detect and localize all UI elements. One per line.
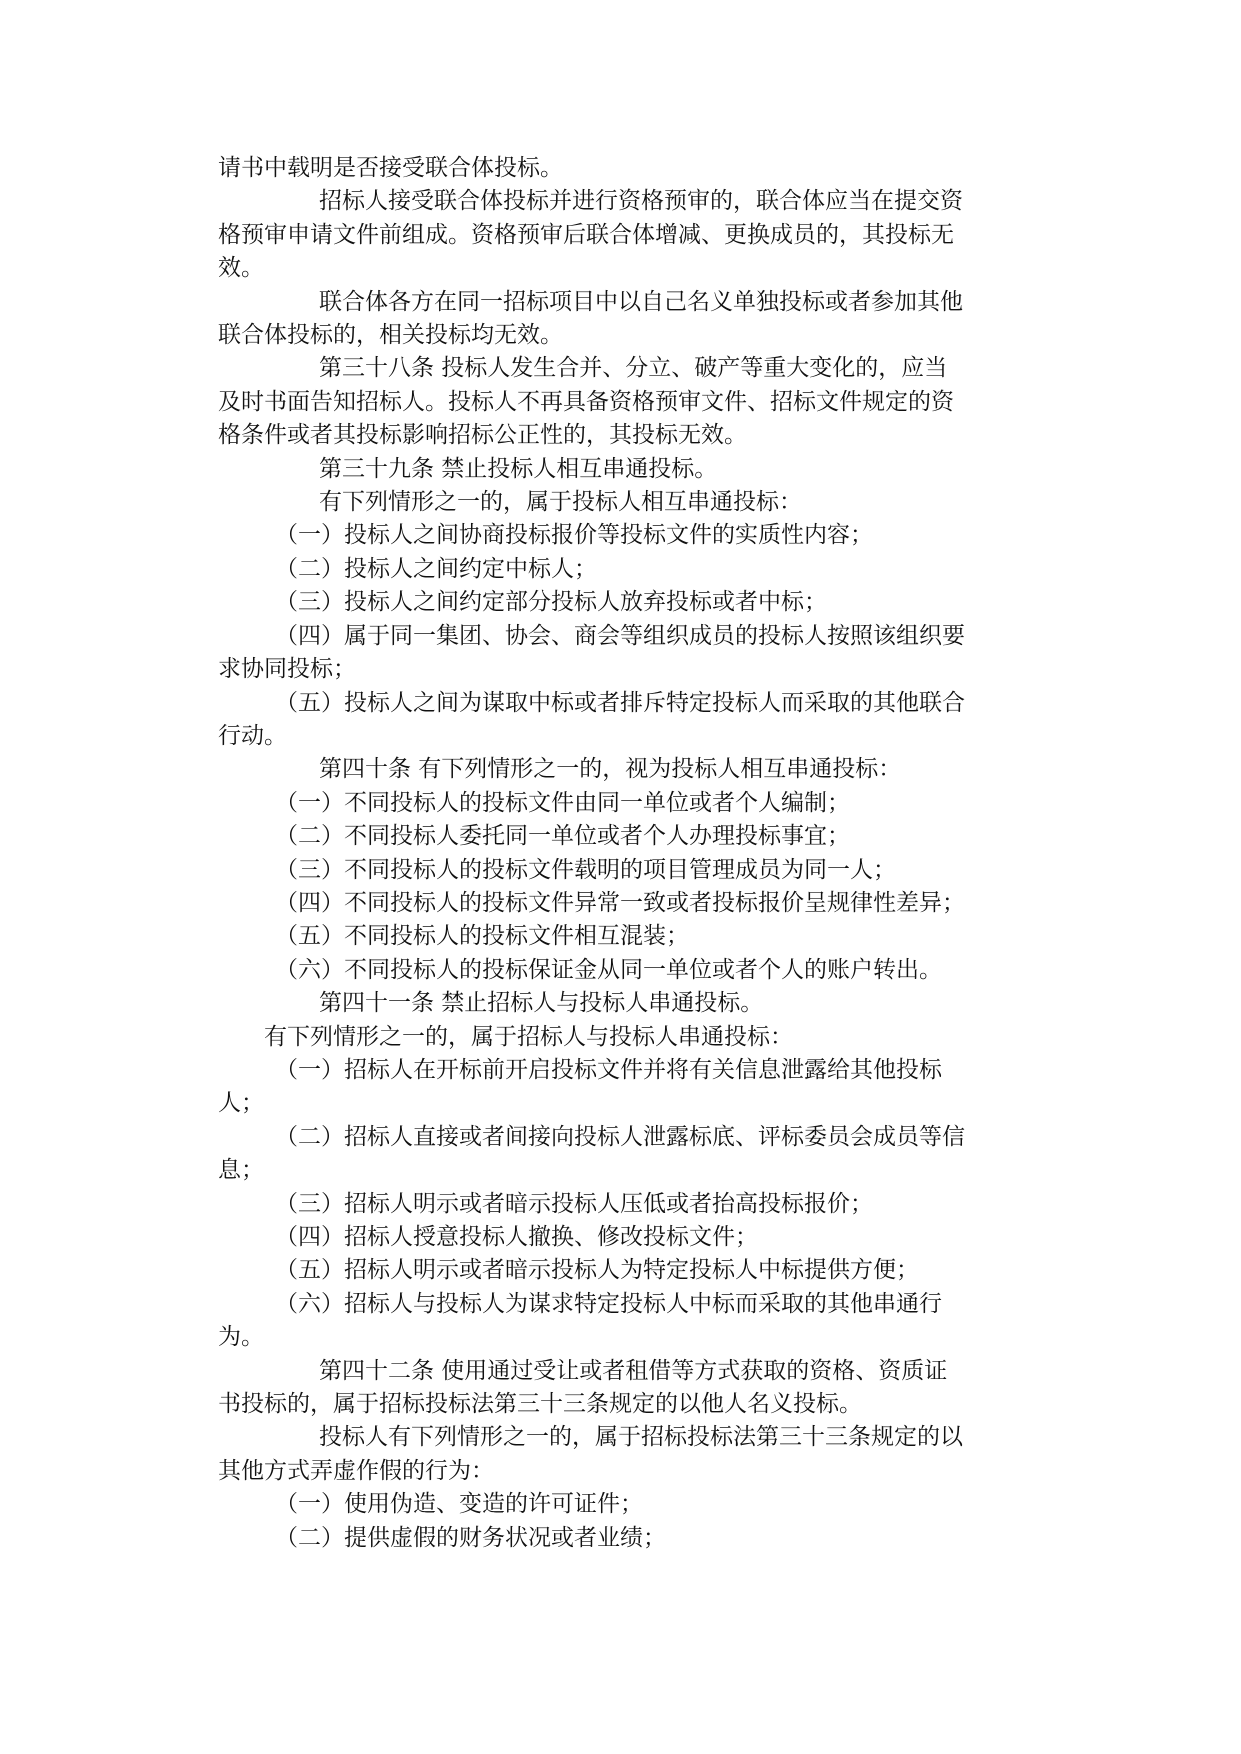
text-line: 招标人接受联合体投标并进行资格预审的，联合体应当在提交资 — [319, 188, 963, 215]
list-item: （四）不同投标人的投标文件异常一致或者投标报价呈规律性差异； — [275, 889, 965, 916]
text-line: 联合体各方在同一招标项目中以自己名义单独投标或者参加其他 — [319, 288, 963, 315]
article-heading: 第三十九条 禁止投标人相互串通投标。 — [319, 455, 718, 482]
text-line: 其他方式弄虚作假的行为： — [218, 1457, 494, 1484]
text-line: 求协同投标； — [218, 656, 356, 683]
list-item: （三）招标人明示或者暗示投标人压低或者抬高投标报价； — [275, 1190, 873, 1217]
list-item: （一）招标人在开标前开启投标文件并将有关信息泄露给其他投标 — [275, 1056, 942, 1083]
list-item: （四）招标人授意投标人撤换、修改投标文件； — [275, 1224, 758, 1250]
text-line: 有下列情形之一的，属于招标人与投标人串通投标： — [264, 1023, 793, 1050]
text-line: 及时书面告知招标人。投标人不再具备资格预审文件、招标文件规定的资 — [218, 388, 954, 415]
list-item: （五）招标人明示或者暗示投标人为特定投标人中标提供方便； — [275, 1257, 919, 1284]
list-item: （二）提供虚假的财务状况或者业绩； — [275, 1524, 666, 1551]
text-line: 格预审申请文件前组成。资格预审后联合体增减、更换成员的，其投标无 — [218, 221, 954, 248]
list-item: （三）投标人之间约定部分投标人放弃投标或者中标； — [275, 589, 827, 616]
text-line: 行动。 — [218, 722, 287, 749]
text-line: 投标人有下列情形之一的，属于招标投标法第三十三条规定的以 — [319, 1424, 963, 1451]
text-line: 联合体投标的，相关投标均无效。 — [218, 322, 563, 349]
text-line: 格条件或者其投标影响招标公正性的，其投标无效。 — [218, 422, 747, 449]
text-line: 有下列情形之一的，属于投标人相互串通投标： — [319, 489, 802, 516]
text-line: 书投标的，属于招标投标法第三十三条规定的以他人名义投标。 — [218, 1391, 862, 1418]
list-item: （四）属于同一集团、协会、商会等组织成员的投标人按照该组织要 — [275, 622, 965, 649]
text-line: 人； — [218, 1090, 264, 1117]
article-heading: 第三十八条 投标人发生合并、分立、破产等重大变化的，应当 — [319, 355, 948, 382]
list-item: （一）不同投标人的投标文件由同一单位或者个人编制； — [275, 789, 850, 816]
list-item: （二）投标人之间约定中标人； — [275, 555, 597, 582]
text-line: 息； — [218, 1157, 264, 1184]
list-item: （二）招标人直接或者间接向投标人泄露标底、评标委员会成员等信 — [275, 1123, 965, 1150]
text-line: 效。 — [218, 255, 264, 282]
list-item: （三）不同投标人的投标文件载明的项目管理成员为同一人； — [275, 856, 896, 883]
text-line: 请书中载明是否接受联合体投标。 — [218, 155, 563, 181]
list-item: （二）不同投标人委托同一单位或者个人办理投标事宜； — [275, 823, 850, 850]
article-heading: 第四十一条 禁止招标人与投标人串通投标。 — [319, 990, 764, 1017]
list-item: （六）不同投标人的投标保证金从同一单位或者个人的账户转出。 — [275, 956, 942, 983]
list-item: （一）投标人之间协商投标报价等投标文件的实质性内容； — [275, 522, 873, 549]
list-item: （一）使用伪造、变造的许可证件； — [275, 1491, 643, 1518]
list-item: （六）招标人与投标人为谋求特定投标人中标而采取的其他串通行 — [275, 1290, 942, 1317]
list-item: （五）投标人之间为谋取中标或者排斥特定投标人而采取的其他联合 — [275, 689, 965, 716]
list-item: （五）不同投标人的投标文件相互混装； — [275, 923, 689, 950]
article-heading: 第四十二条 使用通过受让或者租借等方式获取的资格、资质证 — [319, 1357, 948, 1384]
document-body — [218, 152, 1018, 1555]
article-heading: 第四十条 有下列情形之一的，视为投标人相互串通投标： — [319, 756, 902, 783]
text-line: 为。 — [218, 1324, 264, 1351]
